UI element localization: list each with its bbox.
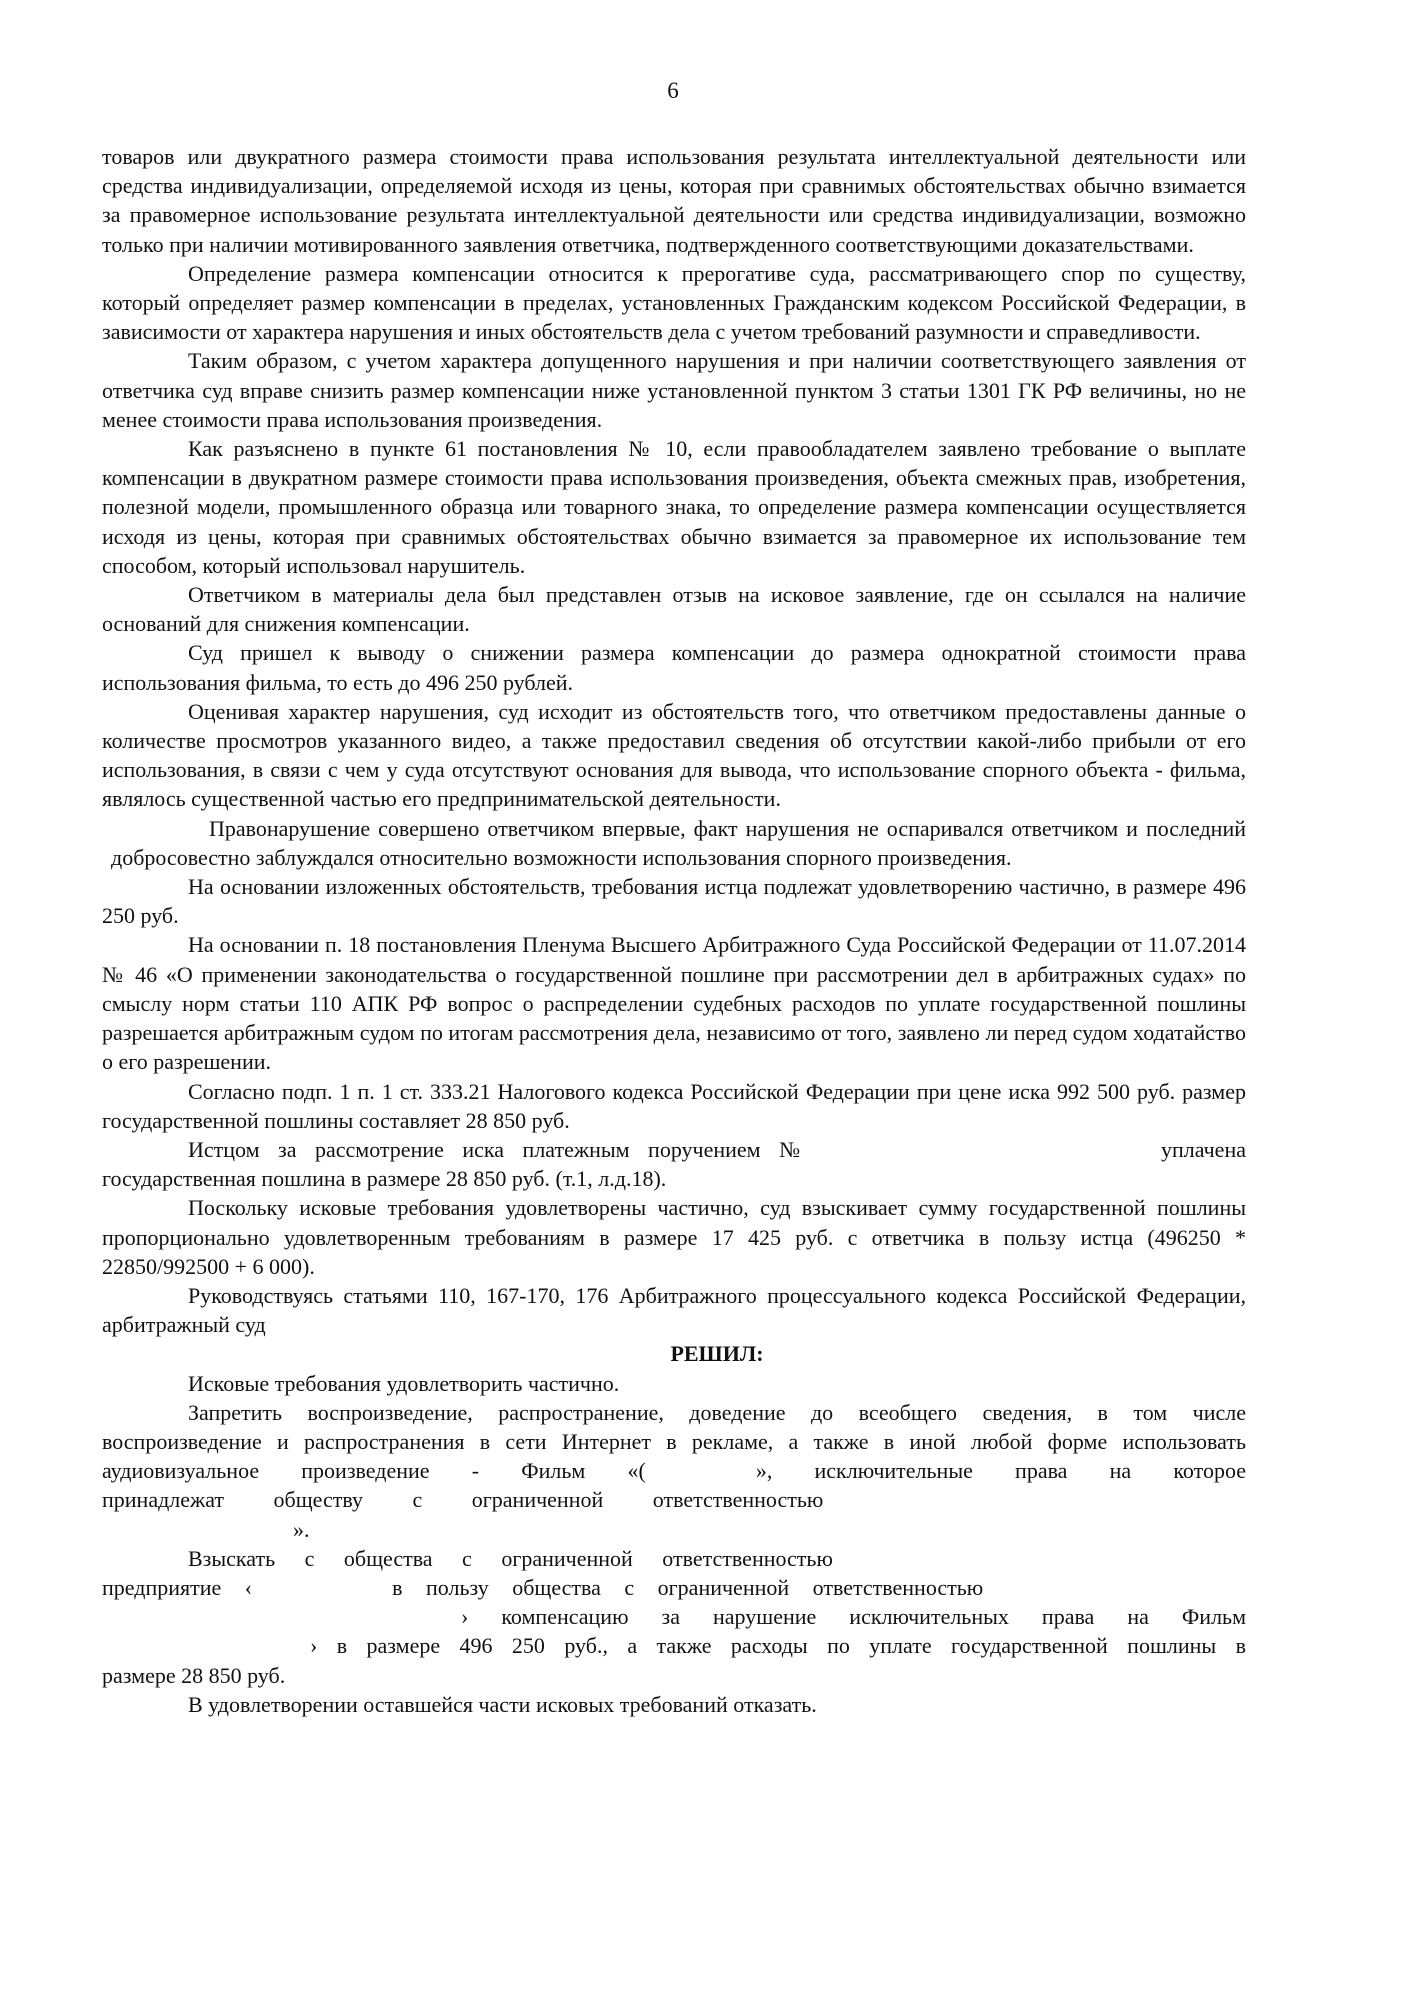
paragraph-claims-partially: Исковые требования удовлетворить частично.: [188, 1370, 620, 1396]
recover-line-1: Взыскать с общества с ограниченной ответственностью: [188, 1545, 833, 1571]
resolution-heading: РЕШИЛ:: [670, 1341, 764, 1367]
paragraph-proportional-fee: Поскольку исковые требования удовлетворены частично, суд взыскивает сумму государственной пошлины пропорционально удовлетворенным требованиям в размере 17 425 руб. с ответчика в пользу истца (496250 * 22850/992500 + 6 000).: [102, 1195, 1246, 1279]
paragraph-partial-satisfaction: На основании изложенных обстоятельств, требования истца подлежат удовлетворению частично, в размере 496 250 руб.: [102, 874, 1246, 929]
prohibit-line-1: Запретить воспроизведение, распространение, доведение до всеобщего сведения, в том числе: [188, 1399, 1246, 1425]
payment-amount-line: государственная пошлина в размере 28 850 руб. (т.1, л.д.18).: [102, 1166, 667, 1192]
paragraph-tax-code: Согласно подп. 1 п. 1 ст. 333.21 Налогового кодекса Российской Федерации при цене иска 992 500 руб. размер государственной пошлины составляет 28 850 руб.: [102, 1078, 1246, 1133]
recover-favor-text: в пользу общества с ограниченной ответственностью: [392, 1574, 984, 1600]
recover-line-4: › в размере 496 250 руб., а также расходы по уплате государственной пошлины в: [310, 1633, 1246, 1659]
prohibit-film-open: аудиовизуальное произведение - Фильм «(: [102, 1458, 646, 1484]
prohibit-line-2: воспроизведение и распространения в сети Интернет в рекламе, а также в иной любой форме использовать: [102, 1428, 1246, 1454]
paragraph-compensation-determination: Определение размера компенсации относится к прерогативе суда, рассматривающего спор по существу, который определяет размер компенсации в пределах, установленных Гражданским кодексом Российской Федерации, в зависимости от характера нарушения и иных обстоятельств дела с учетом требований разумности и справедливости.: [102, 260, 1246, 345]
recover-enterprise-text: предприятие ‹: [102, 1574, 253, 1600]
recover-line-5: размере 28 850 руб.: [102, 1662, 286, 1688]
paragraph-assessing-violation: Оценивая характер нарушения, суд исходит из обстоятельств того, что ответчиком предоставлены данные о количестве просмотров указанного видео, а также предоставил сведения об отсутствии какой-либо прибыли от его использования, в связи с чем у суда отсутствуют основания для вывода, что использование спорного объекта - фильма, являлось существенной частью его предпринимательской деятельности.: [102, 698, 1246, 812]
prohibit-line-3: [102, 1456, 1246, 1485]
recover-line-3: › компенсацию за нарушение исключительных права на Фильм: [461, 1604, 1246, 1630]
paragraph-thus-reduction: Таким образом, с учетом характера допущенного нарушения и при наличии соответствующего заявления от ответчика суд вправе снизить размер компенсации ниже установленной пунктом 3 статьи 1301 ГК РФ величины, но не менее стоимости права использования произведения.: [102, 348, 1246, 432]
prohibit-rights-text: », исключительные права на которое: [755, 1458, 1246, 1484]
payment-order-line: [102, 1135, 1246, 1164]
page-number: 6: [667, 78, 679, 103]
paragraph-defendant-response: Ответчиком в материалы дела был представлен отзыв на исковое заявление, где он ссылался на наличие оснований для снижения компенсации.: [102, 582, 1246, 637]
payment-order-text: Истцом за рассмотрение иска платежным поручением №: [188, 1136, 801, 1162]
paragraph-plenum-18: На основании п. 18 постановления Пленума Высшего Арбитражного Суда Российской Федерации от 11.07.2014 № 46 «О применении законодательства о государственной пошлине при рассмотрении дел в арбитражных судах» по смыслу норм статьи 110 АПК РФ вопрос о распределении судебных расходов по уплате государственной пошлины разрешается арбитражным судом по итогам рассмотрения дела, независимо от того, заявлено ли перед судом ходатайство о его разрешении.: [102, 932, 1246, 1075]
paragraph-goods-cost: товаров или двукратного размера стоимости права использования результата интеллектуальной деятельности или средства индивидуализации, определяемой исходя из цены, которая при сравнимых обстоятельствах обычно взимается за правомерное использование результата интеллектуальной деятельности или средства индивидуализации, возможно только при наличии мотивированного заявления ответчика, подтвержденного соответствующими доказательствами.: [102, 144, 1246, 257]
prohibit-line-4: принадлежат обществу с ограниченной ответственностью: [102, 1487, 824, 1513]
paragraph-court-conclusion: Суд пришел к выводу о снижении размера компенсации до размера однократной стоимости права использования фильма, то есть до 496 250 рублей.: [102, 640, 1246, 695]
paragraph-first-offense: Правонарушение совершено ответчиком впервые, факт нарушения не оспаривался ответчиком и последний добросовестно заблуждался относительно возможности использования спорного произведения.: [111, 815, 1246, 870]
paragraph-guided-by: Руководствуясь статьями 110, 167-170, 176 Арбитражного процессуального кодекса Российской Федерации, арбитражный суд: [102, 1282, 1246, 1338]
prohibit-close-quote: ».: [293, 1516, 310, 1542]
payment-paid-text: уплачена: [1160, 1136, 1246, 1162]
recover-line-2: [102, 1573, 1246, 1602]
paragraph-clause-61: Как разъяснено в пункте 61 постановления № 10, если правообладателем заявлено требование о выплате компенсации в двукратном размере стоимости права использования произведения, объекта смежных прав, изобретения, полезной модели, промышленного образца или товарного знака, то определение размера компенсации осуществляется исходя из цены, которая при сравнимых обстоятельствах обычно взимается за правомерное их использование тем способом, который использовал нарушитель.: [102, 436, 1246, 578]
paragraph-deny-rest: В удовлетворении оставшейся части исковых требований отказать.: [188, 1691, 817, 1717]
document-body: [102, 142, 1246, 1719]
